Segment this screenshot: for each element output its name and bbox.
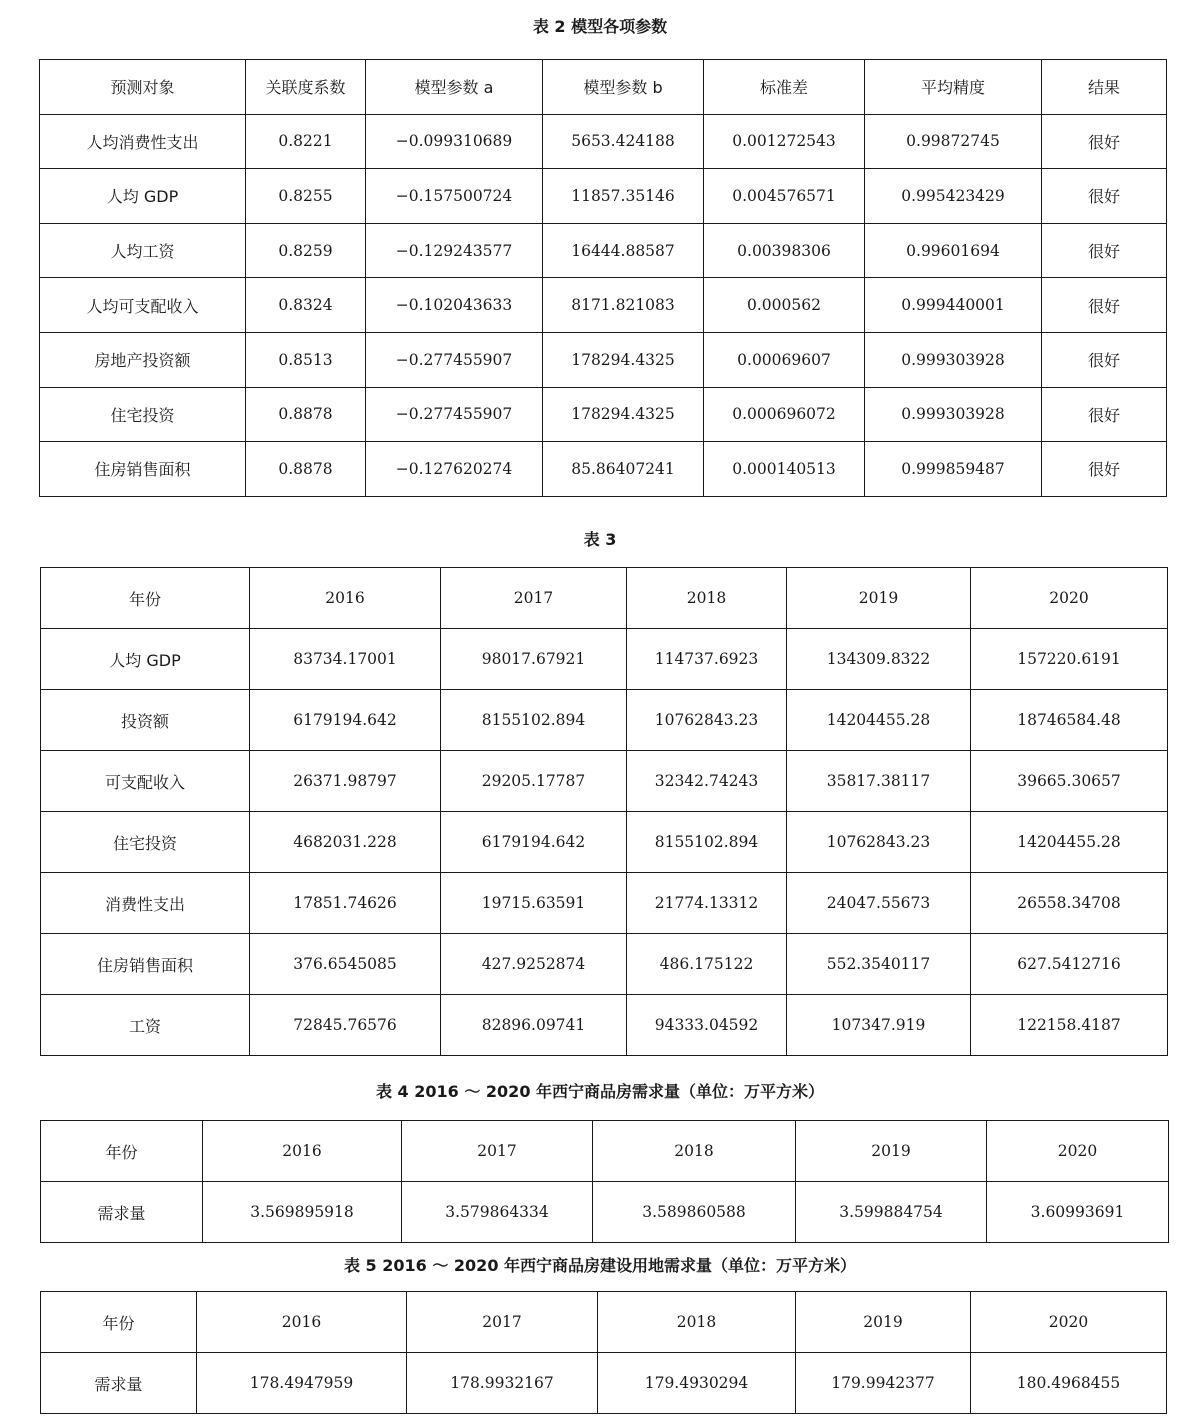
table-row	[41, 812, 1168, 873]
header-cell: 2019	[796, 1292, 971, 1353]
table-cell: 4682031.228	[250, 812, 441, 873]
header-cell: 年份	[41, 568, 250, 629]
table-cell: 0.000562	[704, 278, 865, 333]
table-cell: 19715.63591	[441, 873, 627, 934]
table-cell: 0.8259	[246, 223, 366, 278]
header-cell: 模型参数 b	[543, 60, 704, 115]
row-label-cell: 消费性支出	[41, 873, 250, 934]
row-label-cell: 住宅投资	[40, 387, 246, 442]
table-cell: 178294.4325	[543, 387, 704, 442]
result-cell: 很好	[1042, 387, 1167, 442]
header-cell: 关联度系数	[246, 60, 366, 115]
row-label-cell: 房地产投资额	[40, 332, 246, 387]
row-label-cell: 工资	[41, 995, 250, 1056]
header-cell: 2018	[593, 1121, 796, 1182]
table-cell: 3.599884754	[796, 1182, 987, 1243]
table-cell: 0.000140513	[704, 442, 865, 497]
table-cell: 0.8255	[246, 169, 366, 224]
table-cell: 0.8221	[246, 114, 366, 169]
table-cell: 72845.76576	[250, 995, 441, 1056]
header-cell: 标准差	[704, 60, 865, 115]
table-row	[41, 934, 1168, 995]
result-cell: 很好	[1042, 278, 1167, 333]
table-cell: 10762843.23	[627, 690, 787, 751]
table-row	[40, 332, 1167, 387]
table-header-row	[41, 1292, 1167, 1353]
row-label-cell: 可支配收入	[41, 751, 250, 812]
table-cell: 486.175122	[627, 934, 787, 995]
table-cell: 5653.424188	[543, 114, 704, 169]
header-cell: 2020	[971, 1292, 1167, 1353]
table-cell: 627.5412716	[971, 934, 1168, 995]
table-cell: 0.8513	[246, 332, 366, 387]
header-cell: 2020	[971, 568, 1168, 629]
table-cell: 0.8324	[246, 278, 366, 333]
row-label-cell: 住房销售面积	[41, 934, 250, 995]
table-row	[41, 1182, 1169, 1243]
table-row	[40, 223, 1167, 278]
table-cell: 0.004576571	[704, 169, 865, 224]
table-cell: 0.001272543	[704, 114, 865, 169]
header-cell: 模型参数 a	[366, 60, 543, 115]
header-cell: 2017	[402, 1121, 593, 1182]
row-label-cell: 需求量	[41, 1353, 197, 1414]
table-cell: 39665.30657	[971, 751, 1168, 812]
table-header-row	[41, 568, 1168, 629]
result-cell: 很好	[1042, 223, 1167, 278]
table-cell: 10762843.23	[787, 812, 971, 873]
table-cell: 3.569895918	[203, 1182, 402, 1243]
table-cell: 21774.13312	[627, 873, 787, 934]
table-row	[41, 1353, 1167, 1414]
table-row	[41, 690, 1168, 751]
table-cell: 14204455.28	[787, 690, 971, 751]
table-row	[41, 629, 1168, 690]
header-cell: 2016	[203, 1121, 402, 1182]
table-cell: 35817.38117	[787, 751, 971, 812]
row-label-cell: 人均可支配收入	[40, 278, 246, 333]
table-row	[41, 873, 1168, 934]
table-cell: 179.4930294	[598, 1353, 796, 1414]
table-cell: 427.9252874	[441, 934, 627, 995]
result-cell: 很好	[1042, 114, 1167, 169]
row-label-cell: 人均 GDP	[41, 629, 250, 690]
table-cell: 0.8878	[246, 387, 366, 442]
table-cell: 6179194.642	[441, 812, 627, 873]
table-cell: 29205.17787	[441, 751, 627, 812]
table-cell: 26371.98797	[250, 751, 441, 812]
table-cell: 82896.09741	[441, 995, 627, 1056]
table-cell: 14204455.28	[971, 812, 1168, 873]
table-row	[40, 169, 1167, 224]
table-cell: −0.277455907	[366, 332, 543, 387]
table-header-row	[41, 1121, 1169, 1182]
table-cell: 18746584.48	[971, 690, 1168, 751]
row-label-cell: 人均 GDP	[40, 169, 246, 224]
table3-caption: 表 3	[583, 530, 617, 549]
row-label-cell: 人均工资	[40, 223, 246, 278]
table-cell: 0.000696072	[704, 387, 865, 442]
table-cell: 178.9932167	[407, 1353, 598, 1414]
forecast-values-table	[40, 567, 1168, 1056]
table-cell: 3.60993691	[987, 1182, 1169, 1243]
header-cell: 2019	[787, 568, 971, 629]
table-cell: 16444.88587	[543, 223, 704, 278]
header-cell: 2016	[197, 1292, 407, 1353]
table-cell: 122158.4187	[971, 995, 1168, 1056]
table-cell: 94333.04592	[627, 995, 787, 1056]
table-cell: 178294.4325	[543, 332, 704, 387]
row-label-cell: 住宅投资	[41, 812, 250, 873]
table-cell: 376.6545085	[250, 934, 441, 995]
table-cell: 0.99601694	[865, 223, 1042, 278]
table-cell: 180.4968455	[971, 1353, 1167, 1414]
table-cell: 107347.919	[787, 995, 971, 1056]
table-cell: −0.127620274	[366, 442, 543, 497]
header-cell: 2017	[441, 568, 627, 629]
result-cell: 很好	[1042, 169, 1167, 224]
result-cell: 很好	[1042, 442, 1167, 497]
table-header-row	[40, 60, 1167, 115]
header-cell: 平均精度	[865, 60, 1042, 115]
table-cell: 98017.67921	[441, 629, 627, 690]
table-cell: 26558.34708	[971, 873, 1168, 934]
result-cell: 很好	[1042, 332, 1167, 387]
header-cell: 年份	[41, 1292, 197, 1353]
header-cell: 2019	[796, 1121, 987, 1182]
header-cell: 2017	[407, 1292, 598, 1353]
table-row	[41, 995, 1168, 1056]
table-cell: 0.999303928	[865, 332, 1042, 387]
table-cell: 0.8878	[246, 442, 366, 497]
table4-caption: 表 4 2016 ～ 2020 年西宁商品房需求量（单位：万平方米）	[375, 1082, 825, 1101]
table5-caption: 表 5 2016 ～ 2020 年西宁商品房建设用地需求量（单位：万平方米）	[343, 1256, 857, 1275]
header-cell: 预测对象	[40, 60, 246, 115]
table-cell: 8155102.894	[441, 690, 627, 751]
table-cell: 8171.821083	[543, 278, 704, 333]
table-cell: 32342.74243	[627, 751, 787, 812]
table-cell: 0.999859487	[865, 442, 1042, 497]
table-row	[41, 751, 1168, 812]
row-label-cell: 投资额	[41, 690, 250, 751]
model-parameters-table	[39, 59, 1167, 497]
row-label-cell: 人均消费性支出	[40, 114, 246, 169]
table-cell: 134309.8322	[787, 629, 971, 690]
table-cell: 83734.17001	[250, 629, 441, 690]
table-cell: 85.86407241	[543, 442, 704, 497]
table-row	[40, 387, 1167, 442]
table-cell: 157220.6191	[971, 629, 1168, 690]
row-label-cell: 住房销售面积	[40, 442, 246, 497]
table-cell: −0.157500724	[366, 169, 543, 224]
table-cell: −0.129243577	[366, 223, 543, 278]
header-cell: 结果	[1042, 60, 1167, 115]
header-cell: 2018	[627, 568, 787, 629]
header-cell: 2018	[598, 1292, 796, 1353]
table-cell: −0.277455907	[366, 387, 543, 442]
table-cell: 6179194.642	[250, 690, 441, 751]
table-cell: 17851.74626	[250, 873, 441, 934]
table-cell: −0.099310689	[366, 114, 543, 169]
table-cell: 3.579864334	[402, 1182, 593, 1243]
table-cell: 0.999303928	[865, 387, 1042, 442]
header-cell: 2016	[250, 568, 441, 629]
table-cell: 11857.35146	[543, 169, 704, 224]
table2-caption: 表 2 模型各项参数	[532, 17, 668, 36]
housing-demand-table	[40, 1120, 1169, 1243]
table-cell: 114737.6923	[627, 629, 787, 690]
row-label-cell: 需求量	[41, 1182, 203, 1243]
table-row	[40, 278, 1167, 333]
table-cell: 179.9942377	[796, 1353, 971, 1414]
header-cell: 年份	[41, 1121, 203, 1182]
table-cell: 8155102.894	[627, 812, 787, 873]
table-cell: 3.589860588	[593, 1182, 796, 1243]
header-cell: 2020	[987, 1121, 1169, 1182]
table-cell: 0.00069607	[704, 332, 865, 387]
table-cell: 0.999440001	[865, 278, 1042, 333]
table-cell: 178.4947959	[197, 1353, 407, 1414]
table-row	[40, 442, 1167, 497]
table-cell: 0.995423429	[865, 169, 1042, 224]
table-cell: 0.99872745	[865, 114, 1042, 169]
table-cell: 552.3540117	[787, 934, 971, 995]
table-cell: −0.102043633	[366, 278, 543, 333]
table-row	[40, 114, 1167, 169]
table-cell: 0.00398306	[704, 223, 865, 278]
table-cell: 24047.55673	[787, 873, 971, 934]
land-demand-table	[40, 1291, 1167, 1414]
